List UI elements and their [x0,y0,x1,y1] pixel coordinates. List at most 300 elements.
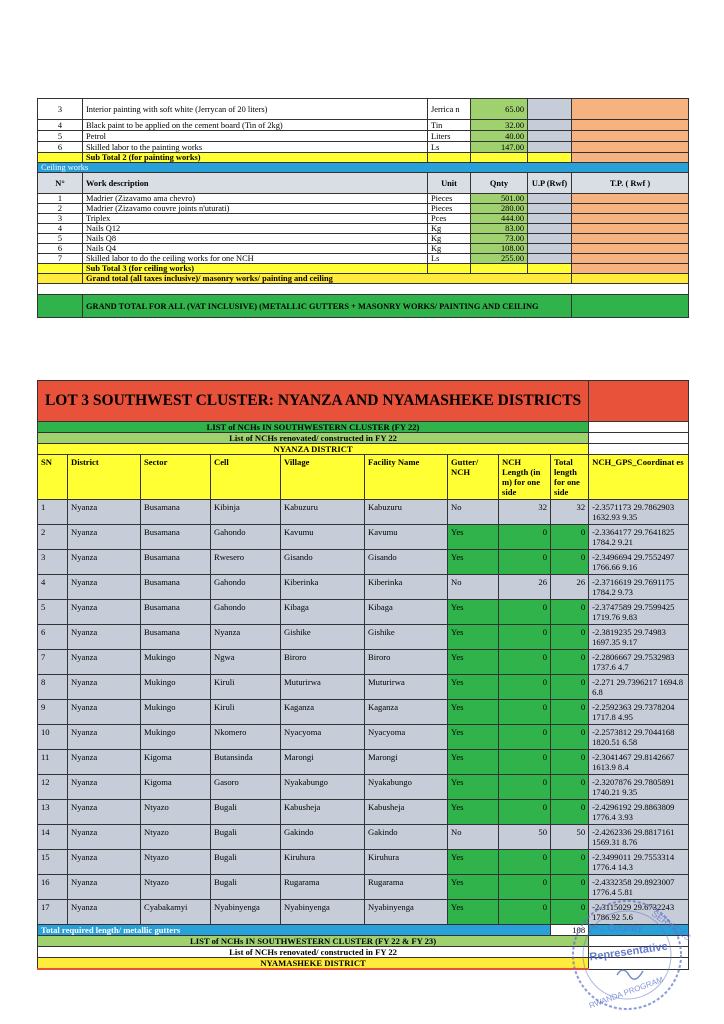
nch-row [38,550,689,575]
cell: Kiruli [211,700,281,725]
ceiling-row [38,254,689,264]
sn: 14 [38,825,68,850]
work-description: Skilled labor to do the ceiling works for one NCH [83,254,428,264]
total-length: 0 [551,525,589,550]
col-work-description: Work description [83,173,428,194]
nch-row [38,600,689,625]
nch-length: 0 [499,625,551,650]
quantity: 83.00 [471,224,528,234]
nch-row [38,725,689,750]
unit-price [528,204,572,214]
unit-price [528,224,572,234]
col-district: District [68,455,141,500]
village: Kavumu [281,525,365,550]
sector: Ntyazo [141,850,211,875]
gps-coordinates: -2.4332358 29.8923007 1776.4 5.81 [589,875,689,900]
ceiling-subtotal-value [572,264,689,274]
sn: 13 [38,800,68,825]
grand-total-all-value [572,295,689,318]
nch-row [38,500,689,525]
gps-coordinates: -2.3364177 29.7641825 1784.2 9.21 [589,525,689,550]
total-length-value: 108 [551,925,589,936]
gps-coordinates: -2.3041467 29.8142667 1613.9 8.4 [589,750,689,775]
work-description: Petrol [83,131,428,142]
total-length: 0 [551,550,589,575]
quantity: 65.00 [471,99,528,120]
col-unit-price: U.P (Rwf) [528,173,572,194]
facility-name: Gisando [365,550,448,575]
gutter-status: Yes [448,750,499,775]
facility-name: Nyacyoma [365,725,448,750]
col-total: Total length for one side [551,455,589,500]
sn: 6 [38,625,68,650]
village: Kiberinka [281,575,365,600]
cell: Nkomero [211,725,281,750]
painting-subtotal-value [572,153,689,163]
unit: Liters [428,131,471,142]
cell: Bugali [211,875,281,900]
sector: Mukingo [141,700,211,725]
sn: 7 [38,650,68,675]
total-length: 0 [551,625,589,650]
gutter-status: Yes [448,625,499,650]
quantity: 255.00 [471,254,528,264]
row-number: 5 [38,131,83,142]
nch-length: 0 [499,850,551,875]
facility-name: Gakindo [365,825,448,850]
district: Nyanza [68,775,141,800]
nch-length: 0 [499,650,551,675]
sn: 11 [38,750,68,775]
facility-name: Kibaga [365,600,448,625]
village: Rugarama [281,875,365,900]
total-price [572,142,689,153]
district: Nyanza [68,550,141,575]
district: Nyanza [68,850,141,875]
facility-name: Kabuzuru [365,500,448,525]
total-length: 0 [551,725,589,750]
district: Nyanza [68,875,141,900]
nch-length: 26 [499,575,551,600]
quantity: 280.00 [471,204,528,214]
total-length: 0 [551,900,589,925]
gutter-status: No [448,825,499,850]
work-description: Madrier (Zizavamo ama chevro) [83,194,428,204]
sector: Ntyazo [141,825,211,850]
facility-name: Kiruhura [365,850,448,875]
painting-row [38,142,689,153]
work-description: Nails Q4 [83,244,428,254]
sn: 4 [38,575,68,600]
sector: Mukingo [141,725,211,750]
district: Nyanza [68,725,141,750]
gutter-status: No [448,575,499,600]
nch-length: 32 [499,500,551,525]
gutter-status: Yes [448,650,499,675]
unit: Kg [428,244,471,254]
gps-coordinates: -2.3499011 29.7553314 1776.4 14.3 [589,850,689,875]
sector: Busamana [141,550,211,575]
sector: Busamana [141,525,211,550]
col-sector: Sector [141,455,211,500]
lot3-nch-table [37,380,689,970]
nch-row [38,575,689,600]
cell: Ngwa [211,650,281,675]
ceiling-row [38,214,689,224]
nch-length: 0 [499,800,551,825]
nch-row [38,800,689,825]
nch-length: 0 [499,725,551,750]
quantity: 501.00 [471,194,528,204]
cell: Bugali [211,825,281,850]
total-length: 0 [551,700,589,725]
row-number: 2 [38,204,83,214]
painting-row [38,120,689,131]
sn: 1 [38,500,68,525]
unit-price [528,214,572,224]
sn: 10 [38,725,68,750]
gps-coordinates: -2.3207876 29.7805891 1740.21 9.35 [589,775,689,800]
nch-row [38,675,689,700]
renovated2-label: List of NCHs renovated/ constructed in FY 22 [38,947,589,958]
sector: Busamana [141,600,211,625]
unit-price [528,234,572,244]
ceiling-row [38,194,689,204]
nch-length: 0 [499,900,551,925]
unit: Pieces [428,204,471,214]
quantity: 444.00 [471,214,528,224]
official-stamp [555,893,695,1013]
facility-name: Kavumu [365,525,448,550]
stamp-line2: Representative [588,940,669,964]
village: Kiruhura [281,850,365,875]
row-number: 6 [38,244,83,254]
col-cell: Cell [211,455,281,500]
total-price [572,120,689,131]
renovated-label: List of NCHs renovated/ constructed in FY 22 [38,433,589,444]
gutter-status: Yes [448,550,499,575]
gps-coordinates: -2.3747589 29.7599425 1719.76 9.83 [589,600,689,625]
nch-length: 50 [499,825,551,850]
nch-length: 0 [499,750,551,775]
district: Nyanza [68,750,141,775]
total-length: 50 [551,825,589,850]
row-number: 5 [38,234,83,244]
col-no: N° [38,173,83,194]
cell: Bugali [211,800,281,825]
col-village: Village [281,455,365,500]
total-price [572,254,689,264]
work-description: Nails Q12 [83,224,428,234]
col-sn: SN [38,455,68,500]
ceiling-section-title: Ceiling works [38,163,689,173]
nch-row [38,650,689,675]
gutter-status: Yes [448,725,499,750]
facility-name: Nyabinyenga [365,900,448,925]
row-number: 4 [38,224,83,234]
total-price [572,99,689,120]
quantity: 147.00 [471,142,528,153]
work-description: Skilled labor to the painting works [83,142,428,153]
painting-row [38,131,689,142]
ceiling-subtotal-label: Sub Total 3 (for ceiling works) [83,264,428,274]
gps-coordinates: -2.3716619 29.7691175 1784.2 9.73 [589,575,689,600]
cell: Gahondo [211,600,281,625]
quantity: 108.00 [471,244,528,254]
gps-coordinates: -2.4296192 29.8863809 1776.4 3.93 [589,800,689,825]
total-price [572,204,689,214]
total-length: 0 [551,750,589,775]
unit: Jerrica n [428,99,471,120]
row-number: 1 [38,194,83,204]
total-price [572,194,689,204]
village: Marongi [281,750,365,775]
gps-coordinates: -2.3115029 29.6732243 1786.92 5.6 [589,900,689,925]
work-description: Black paint to be applied on the cement board (Tin of 2kg) [83,120,428,131]
total-price [572,214,689,224]
col-length: NCH Length (in m) for one side [499,455,551,500]
district: Nyanza [68,700,141,725]
gutter-status: Yes [448,900,499,925]
gutter-status: Yes [448,700,499,725]
village: Kibaga [281,600,365,625]
grand-total-all-label: GRAND TOTAL FOR ALL (VAT INCLUSIVE) (METALLIC GUTTERS + MASONRY WORKS/ PAINTING AND CEILING [83,295,572,318]
unit: Kg [428,234,471,244]
unit-price [528,194,572,204]
cell: Gahondo [211,525,281,550]
unit-price [528,120,572,131]
sn: 17 [38,900,68,925]
cell: Kibinja [211,500,281,525]
nch-row [38,525,689,550]
row-number: 3 [38,214,83,224]
stamp-line3: RWANDA PROGRAM [587,975,665,1011]
sn: 12 [38,775,68,800]
total-length: 0 [551,800,589,825]
village: Kaganza [281,700,365,725]
gps-coordinates: -2.2806667 29.7532983 1737.6 4.7 [589,650,689,675]
sn: 15 [38,850,68,875]
total-price [572,234,689,244]
unit: Tin [428,120,471,131]
gutter-status: Yes [448,775,499,800]
facility-name: Kaganza [365,700,448,725]
unit-price [528,254,572,264]
painting-row [38,99,689,120]
total-length: 26 [551,575,589,600]
cell: Rwesero [211,550,281,575]
cell: Gahondo [211,575,281,600]
gps-coordinates: -2.3819235 29.74983 1697.35 9.17 [589,625,689,650]
painting-subtotal-label: Sub Total 2 (for painting works) [83,153,428,163]
facility-name: Marongi [365,750,448,775]
total-length: 32 [551,500,589,525]
row-number: 6 [38,142,83,153]
unit-price [528,131,572,142]
gps-coordinates: -2.2592363 29.7378204 1717.8 4.95 [589,700,689,725]
total-length: 0 [551,675,589,700]
grand-total-label: Grand total (all taxes inclusive)/ masonry works/ painting and ceiling [83,274,572,284]
nch-row [38,700,689,725]
sector: Ntyazo [141,875,211,900]
unit-price [528,142,572,153]
ceiling-row [38,204,689,214]
facility-name: Nyakabungo [365,775,448,800]
sn: 2 [38,525,68,550]
unit: Ls [428,142,471,153]
unit: Pieces [428,194,471,204]
work-description: Interior painting with soft white (Jerrycan of 20 liters) [83,99,428,120]
stamp-line1: Country [607,923,643,934]
unit-price [528,244,572,254]
village: Nyabinyenga [281,900,365,925]
sector: Cyabakamyi [141,900,211,925]
facility-name: Rugarama [365,875,448,900]
district: Nyanza [68,675,141,700]
total-price [572,224,689,234]
ceiling-row [38,244,689,254]
district: Nyanza [68,600,141,625]
row-number: 7 [38,254,83,264]
district: Nyanza [68,625,141,650]
col-unit: Unit [428,173,471,194]
unit: Ls [428,254,471,264]
nch-length: 0 [499,700,551,725]
nch-row [38,850,689,875]
list-fy22-label: LIST of NCHs IN SOUTHWESTERN CLUSTER (FY 22) [38,422,589,433]
gutter-status: Yes [448,850,499,875]
ceiling-row [38,234,689,244]
district2-label: NYAMASHEKE DISTRICT [38,958,589,970]
village: Nyacyoma [281,725,365,750]
stamp-arc-text: SERVICES [649,908,693,943]
unit-price [528,99,572,120]
sector: Busamana [141,575,211,600]
total-length: 0 [551,600,589,625]
gps-coordinates: -2.3571173 29.7862903 1632.93 9.35 [589,500,689,525]
facility-name: Kiberinka [365,575,448,600]
facility-name: Gishike [365,625,448,650]
total-length: 0 [551,875,589,900]
cell: Kiruli [211,675,281,700]
sector: Mukingo [141,675,211,700]
sector: Mukingo [141,650,211,675]
nch-length: 0 [499,600,551,625]
cell: Nyanza [211,625,281,650]
grand-total-value [572,274,689,284]
cell: Nyabinyenga [211,900,281,925]
lot-title: LOT 3 SOUTHWEST CLUSTER: NYANZA AND NYAMASHEKE DISTRICTS [38,381,589,422]
cell: Bugali [211,850,281,875]
district: Nyanza [68,525,141,550]
sector: Ntyazo [141,800,211,825]
village: Nyakabungo [281,775,365,800]
col-facility: Facility Name [365,455,448,500]
cell: Butansinda [211,750,281,775]
district: Nyanza [68,800,141,825]
village: Gisando [281,550,365,575]
district: Nyanza [68,825,141,850]
sector: Kigoma [141,775,211,800]
nch-length: 0 [499,675,551,700]
sn: 5 [38,600,68,625]
nch-length: 0 [499,550,551,575]
village: Biroro [281,650,365,675]
village: Gishike [281,625,365,650]
gps-coordinates: -2.2573812 29.7044168 1820.51 6.58 [589,725,689,750]
nch-length: 0 [499,875,551,900]
nch-row [38,625,689,650]
sector: Kigoma [141,750,211,775]
district-label: NYANZA DISTRICT [38,444,589,455]
work-description: Triplex [83,214,428,224]
unit: Pces [428,214,471,224]
quantity: 40.00 [471,131,528,142]
gutter-status: Yes [448,875,499,900]
col-total-price: T.P. ( Rwf ) [572,173,689,194]
nch-length: 0 [499,525,551,550]
nch-length: 0 [499,775,551,800]
nch-row [38,825,689,850]
cell: Gasoro [211,775,281,800]
row-number: 3 [38,99,83,120]
district: Nyanza [68,575,141,600]
row-number: 4 [38,120,83,131]
sn: 8 [38,675,68,700]
total-length: 0 [551,775,589,800]
total-length: 0 [551,850,589,875]
sn: 16 [38,875,68,900]
col-qnty: Qnty [471,173,528,194]
village: Muturirwa [281,675,365,700]
facility-name: Muturirwa [365,675,448,700]
total-length: 0 [551,650,589,675]
list-fy22-23-label: LIST of NCHs IN SOUTHWESTERN CLUSTER (FY 22 & FY 23) [38,936,589,947]
facility-name: Kabusheja [365,800,448,825]
district: Nyanza [68,900,141,925]
col-gutter: Gutter/ NCH [448,455,499,500]
sector: Busamana [141,625,211,650]
ceiling-row [38,224,689,234]
sn: 3 [38,550,68,575]
sector: Busamana [141,500,211,525]
village: Kabuzuru [281,500,365,525]
sn: 9 [38,700,68,725]
total-price [572,244,689,254]
unit: Kg [428,224,471,234]
village: Kabusheja [281,800,365,825]
work-description: Madrier (Zizavamo couvre joints n'uturati) [83,204,428,214]
painting-ceiling-table [37,98,689,318]
gps-coordinates: -2.4262336 29.8817161 1569.31 8.76 [589,825,689,850]
gutter-status: Yes [448,600,499,625]
work-description: Nails Q8 [83,234,428,244]
village: Gakindo [281,825,365,850]
gps-coordinates: -2.271 29.7396217 1694.8 6.8 [589,675,689,700]
gutter-status: No [448,500,499,525]
total-price [572,131,689,142]
nch-row [38,750,689,775]
facility-name: Biroro [365,650,448,675]
quantity: 32.00 [471,120,528,131]
quantity: 73.00 [471,234,528,244]
gutter-status: Yes [448,800,499,825]
total-length-label: Total required length/ metallic gutters [38,925,551,936]
nch-row [38,775,689,800]
gutter-status: Yes [448,525,499,550]
gutter-status: Yes [448,675,499,700]
district: Nyanza [68,500,141,525]
